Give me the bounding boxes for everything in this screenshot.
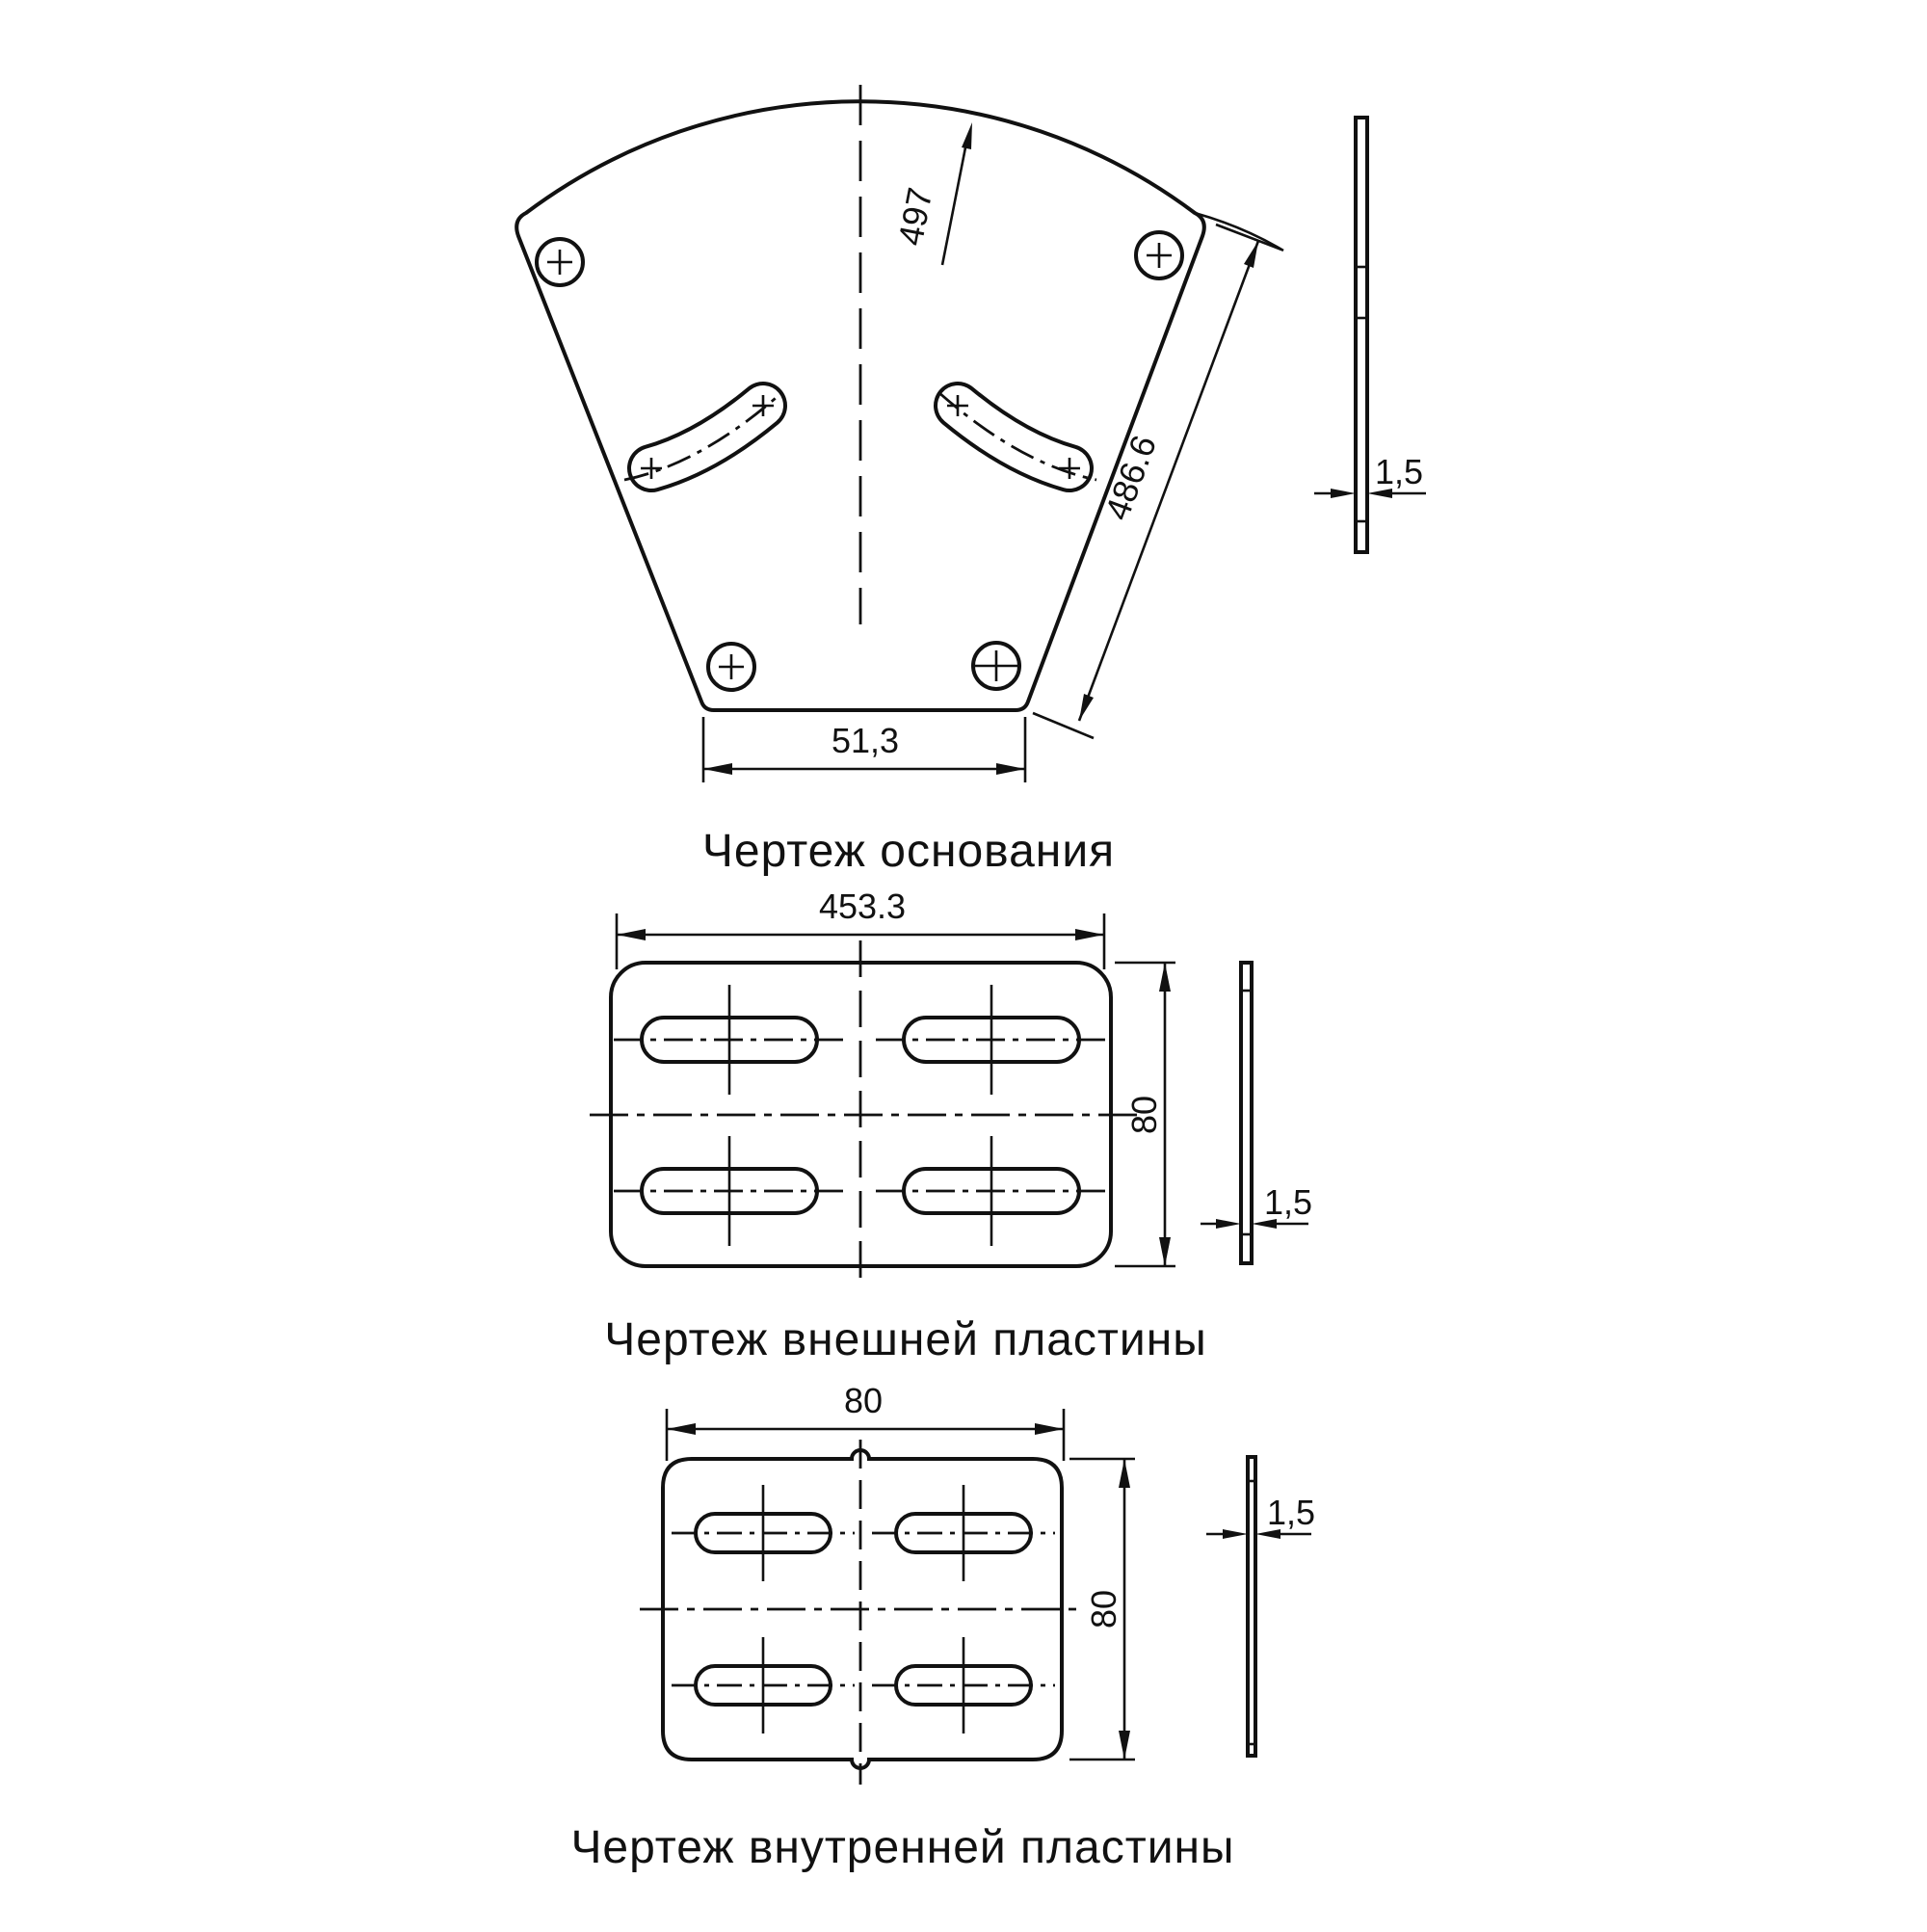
outer-plate-slot	[614, 1136, 845, 1246]
outer-plate-slot	[876, 985, 1107, 1095]
outer-plate-drawing	[590, 887, 1312, 1365]
base-hole-top-left	[537, 239, 583, 285]
base-hole-bottom-right	[971, 643, 1021, 689]
inner-plate-dim-width	[667, 1381, 1064, 1461]
base-dim-bottom	[703, 717, 1025, 782]
dim-thickness-value: 1,5	[1266, 1493, 1316, 1532]
dim-radius-value: 497	[889, 184, 940, 250]
base-curved-slot-left	[624, 392, 782, 480]
outer-plate-slot	[876, 1136, 1107, 1246]
base-hole-top-right	[1136, 232, 1182, 278]
inner-plate-dim-height	[1069, 1459, 1135, 1760]
inner-plate-side-view	[1248, 1457, 1255, 1756]
inner-plate-slot	[872, 1637, 1055, 1734]
inner-plate-dim-thickness	[1206, 1493, 1315, 1539]
base-side-view	[1356, 118, 1367, 552]
outer-plate-dim-height	[1115, 963, 1175, 1266]
base-hole-bottom-left	[708, 644, 754, 690]
base-dim-radius	[890, 122, 972, 265]
dim-height-value: 80	[1084, 1589, 1123, 1629]
base-title: Чертеж основания	[701, 826, 1116, 877]
base-dim-thickness	[1314, 452, 1426, 498]
dim-width-value: 80	[843, 1381, 884, 1420]
outer-plate-title: Чертеж внешней пластины	[604, 1314, 1207, 1365]
inner-plate-slot	[672, 1485, 855, 1581]
dim-width-value: 453.3	[818, 887, 907, 926]
inner-plate-drawing	[570, 1381, 1315, 1873]
outer-plate-side-view	[1241, 963, 1252, 1263]
dim-bottom-value: 51,3	[831, 721, 900, 760]
inner-plate-title: Чертеж внутренней пластины	[570, 1822, 1235, 1873]
base-curved-slot-right	[938, 392, 1096, 480]
base-drawing	[516, 85, 1426, 877]
inner-plate-slot	[872, 1485, 1055, 1581]
dim-height-value: 80	[1124, 1095, 1164, 1135]
dim-thickness-value: 1,5	[1263, 1182, 1313, 1222]
inner-plate-slot	[672, 1637, 855, 1734]
outer-plate-dim-thickness	[1201, 1182, 1312, 1229]
outer-plate-slot	[614, 985, 845, 1095]
dim-slant-value: 486.6	[1096, 430, 1165, 526]
dim-thickness-value: 1,5	[1374, 452, 1424, 491]
